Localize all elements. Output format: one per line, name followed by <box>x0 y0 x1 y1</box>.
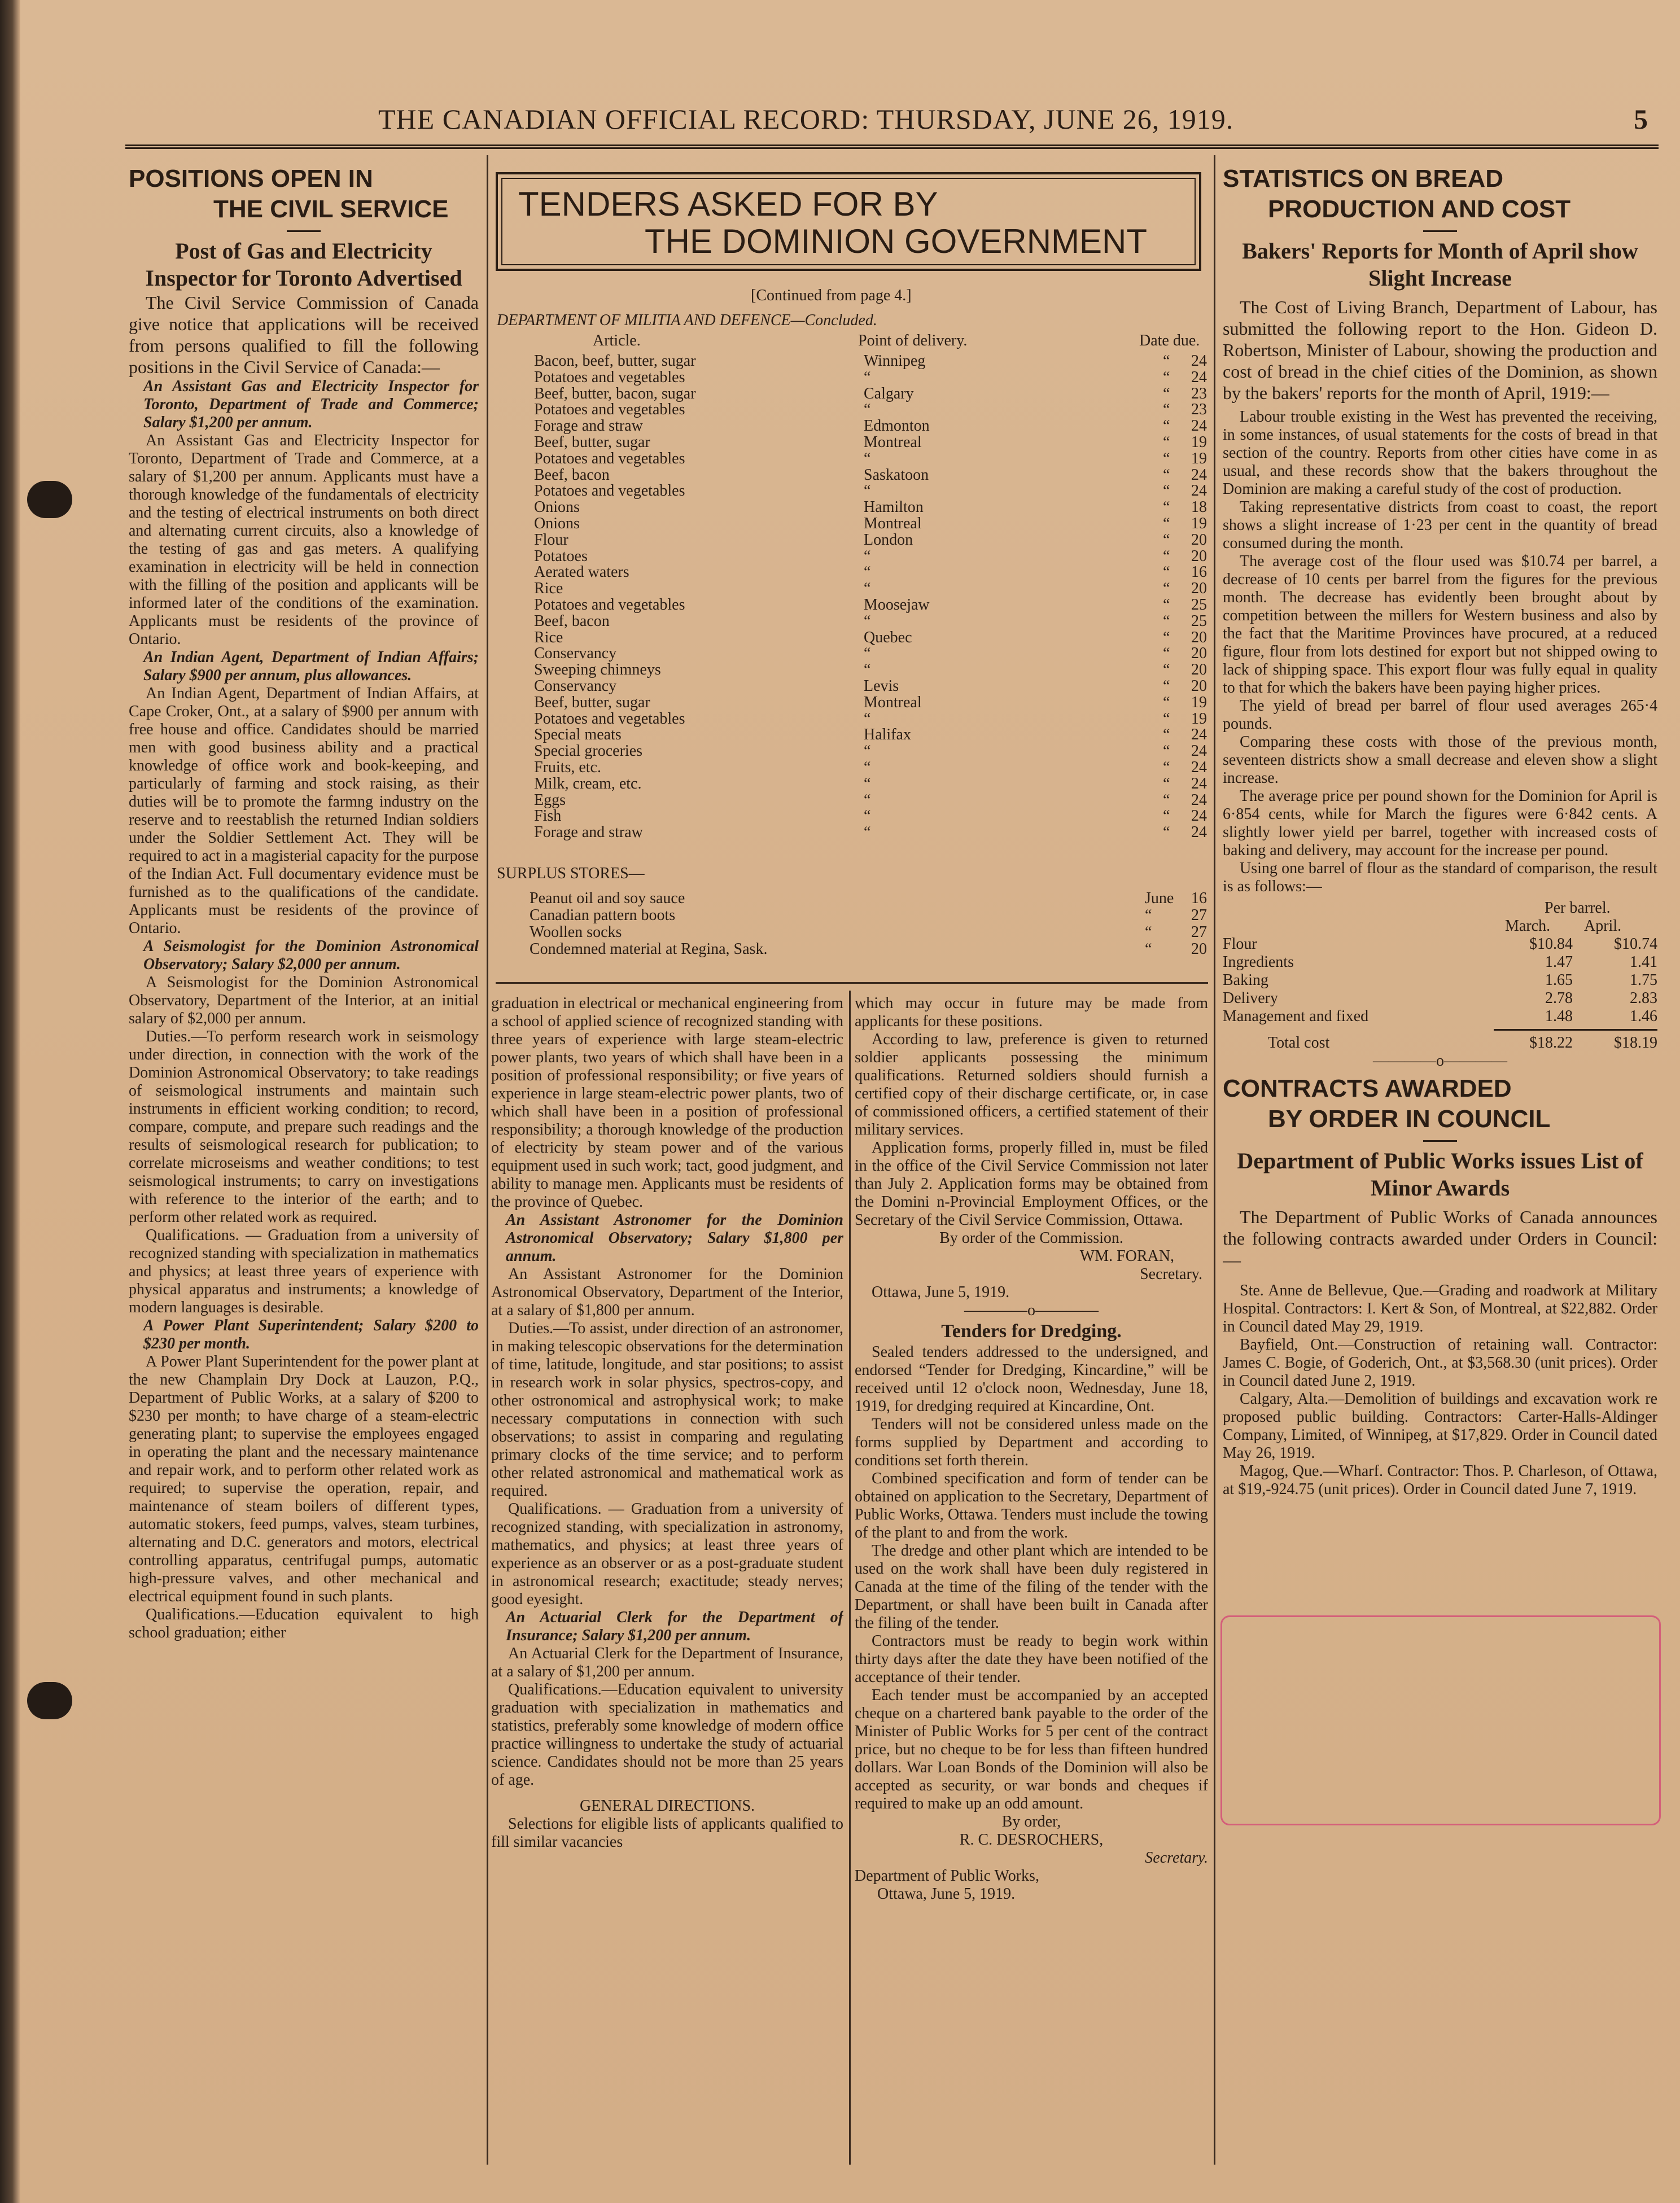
contract-paragraph: Bayfield, Ont.—Construction of retaining wall. Contractor: James C. Bogie, of Goderich, Ont., at $3,568.30 (unit prices). Order in Council dated June 2, 1919. <box>1223 1336 1657 1390</box>
point-cell: “ <box>864 791 871 809</box>
article-cell: Beef, bacon <box>534 466 610 484</box>
separator: ————o———— <box>1373 1052 1507 1070</box>
signer-title: Secretary. <box>1140 1265 1202 1283</box>
point-cell: “ <box>864 661 871 679</box>
column-directions-dredging <box>855 995 1208 2163</box>
point-cell: Quebec <box>864 628 912 646</box>
point-cell: Montreal <box>864 433 922 451</box>
march-cell: 1.48 <box>1545 1008 1573 1025</box>
month-cell: “ <box>1163 466 1170 484</box>
month-cell: “ <box>1163 774 1170 792</box>
article-cell: Potatoes and vegetables <box>534 709 685 728</box>
total-label: Total cost <box>1268 1034 1330 1052</box>
continued-paragraph: graduation in electrical or mechanical engineering from a school of applied science of recognized standing with three years of experience with large steam-electric power plants, two years of which shall have been in a position of professional responsibility; or five years of experience in large steam-electric power plants, two of which shall have been in a position of professional responsibility; a thorough knowledge of the production of electricity by steam power and of the various equipment used in such work; tact, good judgment, and ability to manage men. Applicants must be residents of the province of Quebec. <box>491 995 843 1211</box>
month-cell: “ <box>1163 401 1170 419</box>
headline-dash <box>287 230 321 232</box>
binder-hole <box>27 481 72 518</box>
signer-name: R. C. DESROCHERS, <box>959 1831 1104 1849</box>
month-cell: “ <box>1163 693 1170 711</box>
table-row <box>496 500 1213 516</box>
position-title: An Assistant Astronomer for the Dominion Astronomical Observatory; Salary $1,800 per annum. <box>506 1211 843 1265</box>
point-cell: Moosejaw <box>864 595 930 614</box>
article-cell: Conservancy <box>534 677 617 695</box>
table-row <box>496 614 1213 630</box>
position-paragraph: An Actuarial Clerk for the Department of Insurance, at a salary of $1,200 per annum. <box>491 1645 843 1680</box>
article-cell: Special meats <box>534 726 622 744</box>
binder-hole <box>27 1682 72 1719</box>
month-cell: “ <box>1163 726 1170 744</box>
position-paragraph: A Seismologist for the Dominion Astronomical Observatory, Department of the Interior, at an initial salary of $2,000 per annum. <box>129 974 479 1027</box>
point-cell: “ <box>864 401 871 419</box>
table-row <box>496 532 1213 549</box>
article-cell: Onions <box>534 514 580 532</box>
article-cell: Flour <box>534 531 568 549</box>
date-cell: 19 <box>1191 709 1207 728</box>
position-title: An Indian Agent, Department of Indian Affairs; Salary $900 per annum, plus allowances. <box>143 649 479 684</box>
table-row <box>496 564 1213 581</box>
position-paragraph: An Indian Agent, Department of Indian Affairs, at Cape Croker, Ont., at a salary of $900 per annum with free house and office. Candidates should be married men with good business ability and a practical knowledge of office work and book-keeping, and particularly of farming and stock raising, as their duties will be to promote the farmng industry on the reserve and to reestablish the returned Indian soldiers under the Soldier Settlement Act. They will be required to act in a magisterial capacity for the purpose of the Indian Act. Full documentary evidence must be furnished as to the qualifications of the candidate. Applicants must be residents of the province of Ontario. <box>129 685 479 937</box>
month-cell: “ <box>1163 807 1170 825</box>
date-cell: 25 <box>1191 595 1207 614</box>
month-cell: “ <box>1163 384 1170 402</box>
table-row <box>496 386 1213 402</box>
article-cell: Milk, cream, etc. <box>534 774 642 792</box>
month-cell: “ <box>1163 449 1170 467</box>
point-cell: Montreal <box>864 693 922 711</box>
article-cell: Beef, bacon <box>534 612 610 630</box>
dateline: Ottawa, June 5, 1919. <box>872 1284 1010 1301</box>
date-cell: 19 <box>1191 433 1207 451</box>
masthead-title: THE CANADIAN OFFICIAL RECORD: THURSDAY, JUNE 26, 1919. <box>378 103 1234 135</box>
month-cell: “ <box>1163 628 1170 646</box>
table-row <box>496 792 1213 809</box>
column-divider <box>487 155 488 2165</box>
table-row <box>1223 1008 1657 1026</box>
table-row <box>496 808 1213 825</box>
surplus-table <box>496 891 1213 958</box>
position-paragraph: A Power Plant Superintendent for the power plant at the new Champlain Dry Dock at Lauzon, P.Q., Department of Public Works, at a salary of $200 to $230 per month; to have charge of a steam-electric generating plant; to supervise the employees engaged in operating the plant and the necessary maintenance and repair work, and to perform other related work as required; to supervise the operation, repair, and maintenance of steam boilers of different types, automatic stokers, feed pumps, valves, steam turbines, alternating and D.C. generators and motors, electrical controlling apparatus, centrifugal pumps, automatic high-pressure valves, and other mechanical and electrical equipment found in such plants. <box>129 1353 479 1605</box>
date-cell: 16 <box>1191 563 1207 581</box>
article-cell: Onions <box>534 498 580 516</box>
point-cell: Saskatoon <box>864 466 929 484</box>
qualifications-paragraph: Qualifications. — Graduation from a university of recognized standing with specialization in mathematics and physics; at least three years of experience with physical apparatus and instruments; a knowledge of modern languages is desirable. <box>129 1227 479 1316</box>
date-cell: 24 <box>1191 466 1207 484</box>
table-row <box>496 941 1213 958</box>
table-row <box>496 678 1213 695</box>
table-row <box>496 743 1213 760</box>
signer-name: WM. FORAN, <box>1079 1247 1174 1265</box>
table-caption: Per barrel. <box>1545 899 1611 917</box>
point-cell: “ <box>864 449 871 467</box>
intro-paragraph: The Civil Service Commission of Canada give notice that applications will be received from persons qualified to fill the following positions in the Civil Service of Canada:— <box>129 292 479 377</box>
dredging-headline: Tenders for Dredging. <box>941 1321 1122 1342</box>
paragraph: The yield of bread per barrel of flour used averages 265·4 pounds. <box>1223 697 1657 733</box>
table-row <box>496 711 1213 728</box>
article-cell: Condemned material at Regina, Sask. <box>530 940 768 958</box>
paragraph: The average cost of the flour used was $10.74 per barrel, a decrease of 10 cents per barrel from the figures for the previous month. The decrease has evidently been brought about by competition between the millers for Western business and also by the fact that the Maritime Provinces have procured, at a reduced figure, flour from lots destined for export but not shipped owing to lack of shipping space. This export flour was fully equal in quality to that for which the bakers have been paying higher prices. <box>1223 553 1657 697</box>
duties-paragraph: Duties.—To perform research work in seismology under direction, in connection with the work of the Dominion Astronomical Observatory; to take readings of seismological instruments and maintain such instruments in efficient working condition; to record, compare, compute, and prepare such readings and the results of seismological research for publication; to correlate microseisms and weather conditions; to test seismological instruments; to carry on investigations with reference to the interior of the earth; and to perform other related work as required. <box>129 1028 479 1226</box>
march-cell: 1.47 <box>1545 953 1573 971</box>
article-cell: Beef, butter, sugar <box>534 693 650 711</box>
date-cell: 16 <box>1191 890 1207 907</box>
month-cell: “ <box>1163 482 1170 500</box>
paragraph: Application forms, properly filled in, must be filed in the office of the Civil Service Commission not later than July 2. Application forms may be obtained from the Domini n-Provincial Employment Offices, or the Secretary of the Civil Service Commission, Ottawa. <box>855 1139 1208 1229</box>
dredging-paragraph: Contractors must be ready to begin work within thirty days after the date they have been notified of the acceptance of their tender. <box>855 1632 1208 1686</box>
date-cell: 24 <box>1191 417 1207 435</box>
column-divider <box>1214 155 1215 2165</box>
headline-bread-statistics: STATISTICS ON BREAD PRODUCTION AND COST <box>1223 165 1571 223</box>
table-row <box>496 662 1213 678</box>
article-cell: Potatoes <box>534 547 588 565</box>
month-cell: June <box>1145 890 1174 907</box>
contract-paragraph: Magog, Que.—Wharf. Contractor: Thos. P. Charleson, of Ottawa, at $19,-924.75 (unit prices). Order in Council dated June 7, 1919. <box>1223 1462 1657 1498</box>
headline-civil-service: POSITIONS OPEN IN THE CIVIL SERVICE <box>129 165 449 223</box>
table-row <box>496 467 1213 484</box>
table-row <box>496 435 1213 451</box>
column-header-april: April. <box>1584 917 1622 935</box>
point-cell: London <box>864 531 913 549</box>
article-cell: Woollen socks <box>530 923 622 941</box>
tenders-bottom-rule <box>496 982 1208 984</box>
table-row <box>496 695 1213 711</box>
subhead-bakers-reports: Bakers' Reports for Month of April show Slight Increase <box>1242 238 1638 291</box>
surplus-heading: SURPLUS STORES— <box>497 865 645 882</box>
table-row <box>1223 971 1657 989</box>
date-cell: 20 <box>1191 547 1207 565</box>
date-cell: 24 <box>1191 726 1207 744</box>
date-cell: 20 <box>1191 645 1207 663</box>
tenders-table <box>496 353 1213 841</box>
intro-paragraph: The Department of Public Works of Canada announces the following contracts awarded under Orders in Council:— <box>1223 1207 1657 1270</box>
total-rule <box>1494 1029 1657 1031</box>
table-caption-row <box>1223 899 1657 917</box>
point-cell: “ <box>864 824 871 842</box>
point-cell: “ <box>864 368 871 386</box>
point-cell: Calgary <box>864 384 914 402</box>
qualifications-paragraph: Qualifications. — Graduation from a university of recognized standing, with specialization in astronomy, mathematics, and physics; at least three years of experience as an observer or as a post-graduate student in astronomical research; exactitude; steady nerves; good eyesight. <box>491 1500 843 1608</box>
date-cell: 24 <box>1191 791 1207 809</box>
item-cell: Management and fixed <box>1223 1008 1369 1025</box>
paragraph: Labour trouble existing in the West has prevented the receiving, in some instances, of usual statements for the costs of bread in that section of the country. Reports from other cities have come in as usual, and these records show that the bakers throughout the Dominion are making a careful study of the cost of production. <box>1223 408 1657 498</box>
position-paragraph: An Assistant Gas and Electricity Inspector for Toronto, Department of Trade and Commerce, at a salary of $1,200 per annum. Applicants must have a thorough knowledge of the fundamentals of electricity and the testing of electrical instruments on both direct and alternating current circuits, also a knowledge of the testing of gas and gas meters. A qualifying examination in electricity will be held in connection with the filling of the position and applicants will be informed later of the conditions of the examination. Applicants must be residents of the province of Ontario. <box>129 432 479 648</box>
dredging-paragraph: The dredge and other plant which are intended to be used on the work shall have been duly registered in Canada at the time of the filing of the tender with the Department, or shall have been built in Canada after the filing of the tender. <box>855 1542 1208 1632</box>
article-cell: Aerated waters <box>534 563 629 581</box>
month-cell: “ <box>1163 709 1170 728</box>
date-cell: 18 <box>1191 498 1207 516</box>
table-row <box>496 597 1213 614</box>
table-row <box>496 925 1213 941</box>
article-cell: Bacon, beef, butter, sugar <box>534 352 696 370</box>
paragraph: Comparing these costs with those of the previous month, seventeen districts show a small decrease and eleven show a slight increase. <box>1223 733 1657 787</box>
article-cell: Conservancy <box>534 645 617 663</box>
table-row <box>496 353 1213 370</box>
table-row <box>496 516 1213 532</box>
month-cell: “ <box>1163 612 1170 630</box>
date-cell: 24 <box>1191 352 1207 370</box>
table-row <box>496 908 1213 925</box>
month-cell: “ <box>1163 677 1170 695</box>
article-cell: Fish <box>534 807 562 825</box>
department-heading: DEPARTMENT OF MILITIA AND DEFENCE—Concluded. <box>497 312 877 329</box>
date-cell: 20 <box>1191 580 1207 598</box>
by-order-line: By order of the Commission. <box>939 1229 1123 1247</box>
march-cell: $10.84 <box>1529 935 1573 953</box>
article-cell: Beef, butter, bacon, sugar <box>534 384 696 402</box>
pencil-highlight-box <box>1220 1615 1661 1825</box>
dredging-paragraph: Tenders will not be considered unless made on the forms supplied by Department and according to conditions set forth therein. <box>855 1416 1208 1469</box>
table-total-row <box>1223 1034 1657 1052</box>
april-cell: $10.74 <box>1614 935 1657 953</box>
date-cell: 24 <box>1191 742 1207 760</box>
point-cell: “ <box>864 547 871 565</box>
item-cell: Ingredients <box>1223 953 1294 971</box>
subhead-gas-inspector: Post of Gas and Electricity Inspector for Toronto Advertised <box>145 238 462 291</box>
month-cell: “ <box>1163 352 1170 370</box>
month-cell: “ <box>1163 824 1170 842</box>
paragraph: The average price per pound shown for the Dominion for April is 6·854 cents, while for March the figures were 6·842 cents. A slightly lower yield per barrel, together with increased costs of baking and delivery, may account for the increase per pound. <box>1223 787 1657 859</box>
page-binding-edge <box>0 0 20 2203</box>
dredging-paragraph: Each tender must be accompanied by an accepted cheque on a chartered bank payable to the order of the Minister of Public Works for 5 per cent of the contract price, but no cheque to be for less than fifteen hundred dollars. War Loan Bonds of the Dominion will also be accepted as security, or war bonds and cheques if required to make up an odd amount. <box>855 1687 1208 1812</box>
point-cell: “ <box>864 807 871 825</box>
item-cell: Delivery <box>1223 989 1278 1007</box>
paragraph: According to law, preference is given to returned soldier applicants possessing the minimum qualifications. Returned soldiers should furnish a certified copy of their discharge certificate, or, in case of commissioned officers, a certified statement of their military services. <box>855 1031 1208 1138</box>
total-april: $18.19 <box>1614 1034 1657 1052</box>
month-cell: “ <box>1163 595 1170 614</box>
april-cell: 1.46 <box>1630 1008 1657 1025</box>
department-line: Department of Public Works, <box>855 1867 1039 1885</box>
column-header-article: Article. <box>593 332 641 349</box>
masthead-rule <box>125 144 1659 149</box>
date-cell: 20 <box>1191 628 1207 646</box>
general-directions-paragraph: Selections for eligible lists of applicants qualified to fill similar vacancies <box>491 1815 843 1851</box>
position-title: An Actuarial Clerk for the Department of Insurance; Salary $1,200 per annum. <box>506 1609 843 1644</box>
month-cell: “ <box>1163 791 1170 809</box>
month-cell: “ <box>1163 661 1170 679</box>
table-row <box>496 483 1213 500</box>
month-cell: “ <box>1163 645 1170 663</box>
intro-paragraph: The Cost of Living Branch, Department of Labour, has submitted the following report to the Hon. Gideon D. Robertson, Minister of Labour, showing the production and cost of bread in the chief cities of the Dominion, as shown by the bakers' reports for the month of April, 1919:— <box>1223 297 1657 403</box>
paragraph: Taking representative districts from coast to coast, the report shows a slight increase of 1·23 per cent in the quantity of bread consumed during the month. <box>1223 498 1657 552</box>
date-cell: 24 <box>1191 758 1207 776</box>
item-cell: Flour <box>1223 935 1257 953</box>
qualifications-paragraph: Qualifications.—Education equivalent to high school graduation; either <box>129 1606 479 1641</box>
point-cell: “ <box>864 742 871 760</box>
april-cell: 2.83 <box>1630 989 1657 1007</box>
month-cell: “ <box>1163 742 1170 760</box>
position-title: A Power Plant Superintendent; Salary $200 to $230 per month. <box>143 1317 479 1352</box>
general-directions-heading: GENERAL DIRECTIONS. <box>579 1797 755 1815</box>
point-cell: “ <box>864 645 871 663</box>
dredging-paragraph: Combined specification and form of tender can be obtained on application to the Secretary, Department of Public Works, Ottawa. Tenders must include the towing of the plant to and from the work. <box>855 1470 1208 1541</box>
article-cell: Forage and straw <box>534 824 643 842</box>
point-cell: “ <box>864 758 871 776</box>
month-cell: “ <box>1163 563 1170 581</box>
headline-dash <box>1423 1140 1457 1142</box>
masthead <box>130 102 1654 137</box>
point-cell: “ <box>864 482 871 500</box>
point-cell: Winnipeg <box>864 352 926 370</box>
table-row <box>496 760 1213 776</box>
article-cell: Potatoes and vegetables <box>534 449 685 467</box>
duties-paragraph: Duties.—To assist, under direction of an astronomer, in making telescopic observations for the determination of time, latitude, longitude, and star positions; to assist in research work in solar physics, spectros-copy, and other ostronomical and astrophysical work; to make necessary computations in connection with such observations; to assist in comparing and regulating primary clocks of the time service; and to perform other related astronomical and mathematical work as required. <box>491 1320 843 1500</box>
contract-paragraph: Calgary, Alta.—Demolition of buildings and excavation work re proposed public building. Contractors: Carter-Halls-Aldinger Company, Limited, of Winnipeg, at $17,829. Order in Council dated May 26, 1919. <box>1223 1390 1657 1462</box>
separator: ————o———— <box>964 1302 1099 1319</box>
article-cell: Sweeping chimneys <box>534 661 661 679</box>
page-number: 5 <box>1634 103 1648 135</box>
tenders-headline-line1: TENDERS ASKED FOR BY <box>518 185 938 223</box>
point-cell: Montreal <box>864 514 922 532</box>
article-cell: Fruits, etc. <box>534 758 601 776</box>
signer-title: Secretary. <box>1145 1849 1208 1867</box>
table-row <box>496 418 1213 435</box>
date-cell: 27 <box>1191 906 1207 924</box>
article-cell: Potatoes and vegetables <box>534 595 685 614</box>
column-bread-contracts <box>1223 164 1657 2162</box>
date-cell: 23 <box>1191 401 1207 419</box>
total-march: $18.22 <box>1529 1034 1573 1052</box>
article-cell: Special groceries <box>534 742 643 760</box>
table-row <box>496 402 1213 418</box>
month-cell: “ <box>1145 940 1152 958</box>
continued-note: [Continued from page 4.] <box>751 287 912 304</box>
table-row <box>496 776 1213 792</box>
month-cell: “ <box>1163 498 1170 516</box>
article-cell: Eggs <box>534 791 566 809</box>
by-order-line: By order, <box>1001 1813 1061 1830</box>
position-paragraph: An Assistant Astronomer for the Dominion Astronomical Observatory, Department of the Interior, at a salary of $1,800 per annum. <box>491 1265 843 1319</box>
table-row <box>496 549 1213 565</box>
date-cell: 27 <box>1191 923 1207 941</box>
article-cell: Peanut oil and soy sauce <box>530 890 685 907</box>
column-divider <box>849 991 851 2165</box>
point-cell: Halifax <box>864 726 911 744</box>
month-cell: “ <box>1163 514 1170 532</box>
article-cell: Potatoes and vegetables <box>534 482 685 500</box>
month-cell: “ <box>1145 923 1152 941</box>
article-cell: Canadian pattern boots <box>530 906 676 924</box>
column-civil-service <box>129 164 479 2156</box>
table-row <box>496 727 1213 743</box>
month-cell: “ <box>1163 531 1170 549</box>
paragraph: Using one barrel of flour as the standard of comparison, the result is as follows:— <box>1223 860 1657 895</box>
dateline: Ottawa, June 5, 1919. <box>877 1885 1016 1903</box>
article-cell: Beef, butter, sugar <box>534 433 650 451</box>
column-civil-service-continued <box>491 995 843 2163</box>
table-row <box>496 630 1213 646</box>
position-title: A Seismologist for the Dominion Astronomical Observatory; Salary $2,000 per annum. <box>143 938 479 973</box>
article-cell: Rice <box>534 580 563 598</box>
date-cell: 24 <box>1191 482 1207 500</box>
date-cell: 19 <box>1191 514 1207 532</box>
date-cell: 20 <box>1191 677 1207 695</box>
article-cell: Forage and straw <box>534 417 643 435</box>
date-cell: 19 <box>1191 449 1207 467</box>
table-row <box>496 891 1213 908</box>
table-row <box>1223 935 1657 953</box>
date-cell: 24 <box>1191 774 1207 792</box>
item-cell: Baking <box>1223 971 1268 989</box>
month-cell: “ <box>1163 433 1170 451</box>
table-header-row <box>1223 917 1657 935</box>
month-cell: “ <box>1163 580 1170 598</box>
date-cell: 24 <box>1191 824 1207 842</box>
point-cell: Edmonton <box>864 417 930 435</box>
table-row <box>496 646 1213 662</box>
table-row <box>496 825 1213 841</box>
month-cell: “ <box>1163 417 1170 435</box>
table-row <box>496 581 1213 597</box>
point-cell: Levis <box>864 677 899 695</box>
date-cell: 24 <box>1191 368 1207 386</box>
tenders-headline-line2: THE DOMINION GOVERNMENT <box>645 222 1148 260</box>
month-cell: “ <box>1163 758 1170 776</box>
point-cell: “ <box>864 612 871 630</box>
headline-dash <box>1423 230 1457 232</box>
month-cell: “ <box>1145 906 1152 924</box>
column-header-date: Date due. <box>1139 332 1200 349</box>
tenders-headline-box <box>496 172 1201 271</box>
qualifications-paragraph: Qualifications.—Education equivalent to university graduation with specialization in mathematics and statistics, preferably some knowledge of modern office practice willingness to undertake the study of actuarial science. Candidates should not be more than 25 years of age. <box>491 1681 843 1789</box>
table-row <box>1223 953 1657 971</box>
column-header-point: Point of delivery. <box>858 332 968 349</box>
point-cell: “ <box>864 563 871 581</box>
date-cell: 24 <box>1191 807 1207 825</box>
date-cell: 20 <box>1191 531 1207 549</box>
column-header-march: March. <box>1505 917 1551 935</box>
date-cell: 23 <box>1191 384 1207 402</box>
date-cell: 25 <box>1191 612 1207 630</box>
continued-paragraph: which may occur in future may be made from applicants for these positions. <box>855 995 1208 1030</box>
point-cell: “ <box>864 709 871 728</box>
april-cell: 1.75 <box>1630 971 1657 989</box>
date-cell: 20 <box>1191 661 1207 679</box>
position-title: An Assistant Gas and Electricity Inspector for Toronto, Department of Trade and Commerce; Salary $1,200 per annum. <box>143 378 479 431</box>
table-row <box>1223 989 1657 1008</box>
subhead-public-works: Department of Public Works issues List of Minor Awards <box>1237 1148 1643 1201</box>
article-cell: Potatoes and vegetables <box>534 401 685 419</box>
table-row <box>496 370 1213 386</box>
month-cell: “ <box>1163 368 1170 386</box>
dredging-paragraph: Sealed tenders addressed to the undersigned, and endorsed “Tender for Dredging, Kincardine,” will be received until 12 o'clock noon, Wednesday, June 18, 1919, for dredging required at Kincardine, Ont. <box>855 1343 1208 1415</box>
contract-paragraph: Ste. Anne de Bellevue, Que.—Grading and roadwork at Military Hospital. Contractors: I. Kert & Son, of Montreal, at $22,882. Order in Council dated May 29, 1919. <box>1223 1282 1657 1335</box>
march-cell: 1.65 <box>1545 971 1573 989</box>
april-cell: 1.41 <box>1630 953 1657 971</box>
point-cell: “ <box>864 580 871 598</box>
month-cell: “ <box>1163 547 1170 565</box>
march-cell: 2.78 <box>1545 989 1573 1007</box>
article-cell: Potatoes and vegetables <box>534 368 685 386</box>
headline-contracts-awarded: CONTRACTS AWARDED BY ORDER IN COUNCIL <box>1223 1075 1551 1133</box>
date-cell: 19 <box>1191 693 1207 711</box>
point-cell: “ <box>864 774 871 792</box>
date-cell: 20 <box>1191 940 1207 958</box>
article-cell: Rice <box>534 628 563 646</box>
table-row <box>496 451 1213 467</box>
bread-cost-table <box>1223 899 1657 1052</box>
point-cell: Hamilton <box>864 498 924 516</box>
